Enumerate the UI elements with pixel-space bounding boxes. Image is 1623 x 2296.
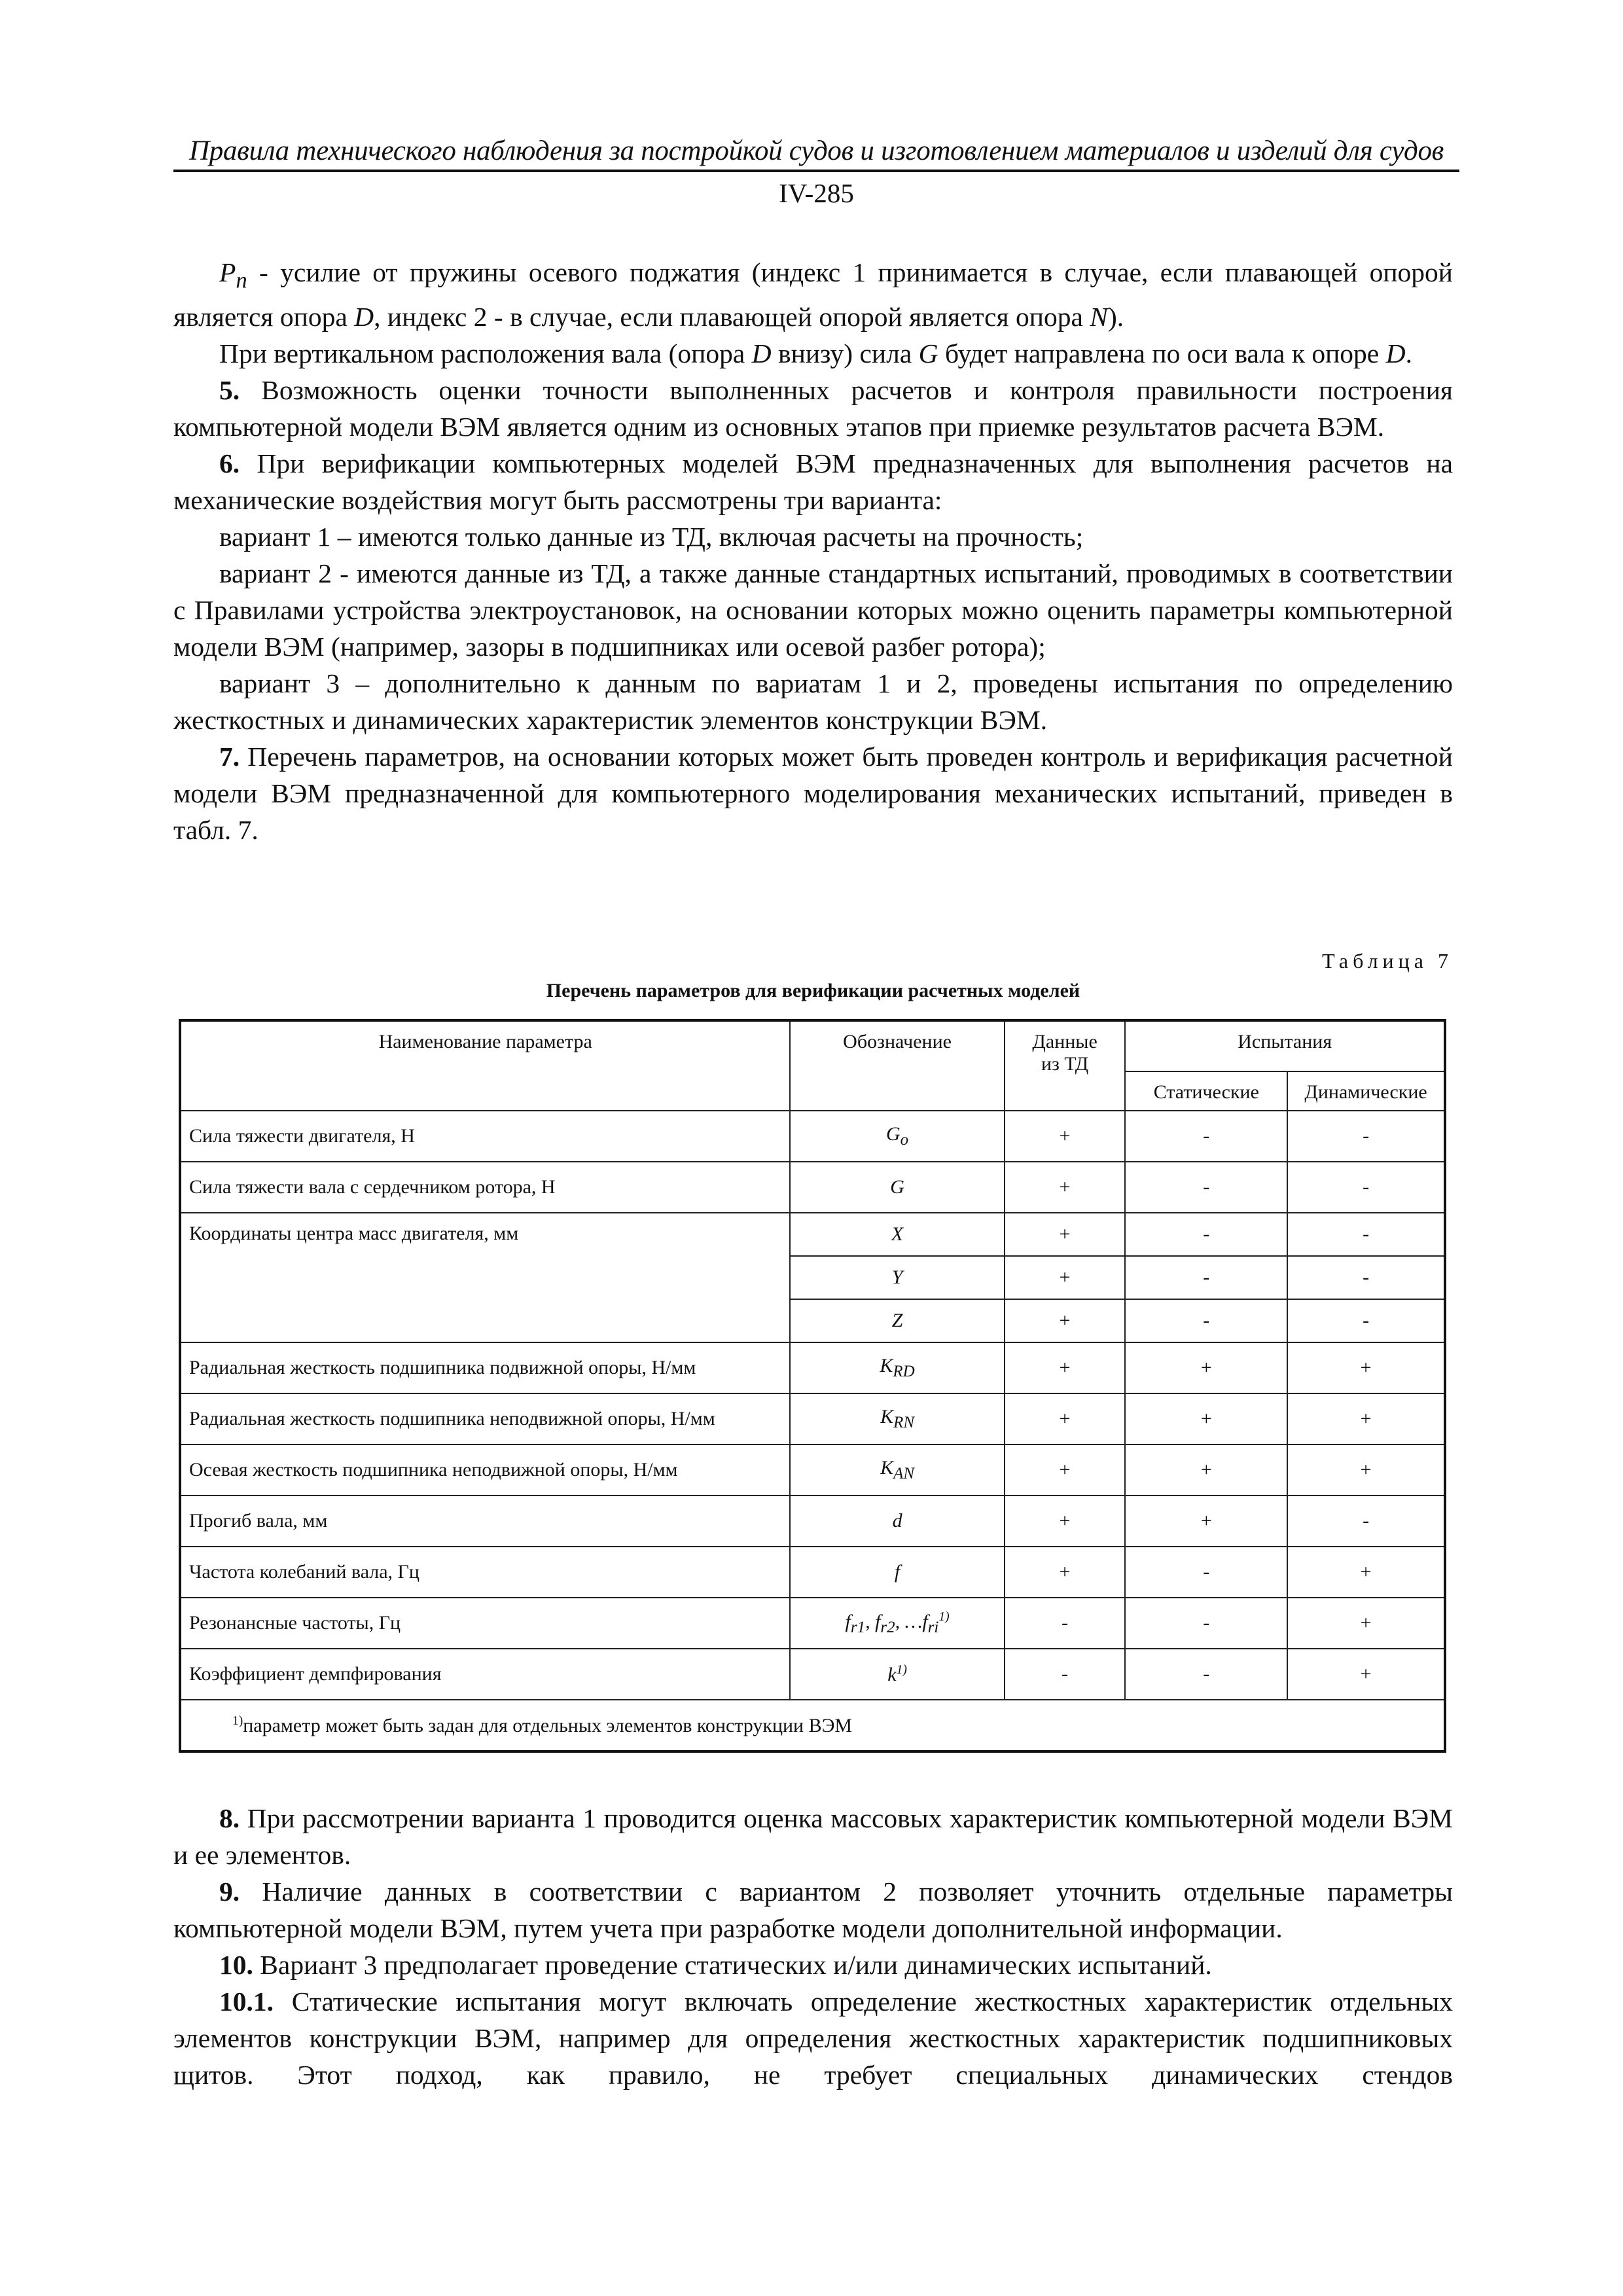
table-label: Таблица 7 [1322,949,1453,973]
table-footnote-row [180,1700,1445,1751]
header-tests: Испытания [1125,1020,1445,1071]
table-row: Y + - - [180,1256,1445,1299]
table-row: Сила тяжести двигателя, Н $G_o$ + - - [180,1111,1445,1162]
variant-3: вариант 3 – дополнительно к данным по вариатам 1 и 2, проведены испытания по определению жесткостных и динамических характеристик элементов конструкции ВЭМ. [173,668,1453,736]
table-row: Координаты центра масс двигателя, мм X + - - [180,1213,1445,1256]
table-row: Прогиб вала, мм d + + - [180,1496,1445,1547]
table-row: Радиальная жесткость подшипника подвижной опоры, Н/мм $K_{RD}$ + + + [180,1342,1445,1393]
table-row: Z + - - [180,1299,1445,1342]
paragraph-5: 5. Возможность оценки точности выполненных расчетов и контроля правильности построения компьютерной модели ВЭМ является одним из основных этапов при приемке результатов расчета ВЭМ. [173,375,1453,442]
table-row: Частота колебаний вала, Гц f + - + [180,1547,1445,1598]
paragraph-10-1: 10.1. Статические испытания могут включать определение жесткостных характеристик отдельных элементов конструкции ВЭМ, например для определения жесткостных характеристик подшипниковых щитов. Этот подход, как правило, не требует специальных динамических стендов [173,1986,1453,2090]
table-row: Коэффициент демпфирования $k^{1)}$ - - + [180,1649,1445,1700]
paragraph-7: 7. Перечень параметров, на основании которых может быть проведен контроль и верификация расчетной модели ВЭМ предназначенной для компьютерного моделирования механических испытаний, приведен в табл. 7. [173,742,1453,846]
table-title: Перечень параметров для верификации расчетных моделей [546,980,1080,1001]
document-title: Правила технического наблюдения за постройкой судов и изготовлением материалов и изделий для судов [188,135,1444,166]
paragraph-8: 8. При рассмотрении варианта 1 проводится оценка массовых характеристик компьютерной модели ВЭМ и ее элементов. [173,1803,1453,1870]
paragraph-10: 10. Вариант 3 предполагает проведение статических и/или динамических испытаний. [219,1950,1212,1980]
page-header [173,135,1459,209]
header-static: Статические [1125,1071,1287,1111]
header-name: Наименование параметра [180,1020,790,1111]
header-rule [173,170,1459,172]
paragraph-vertical: При вертикальном расположения вала (опора D внизу) сила G будет направлена по оси вала к опоре D. [219,338,1412,369]
table-row: Радиальная жесткость подшипника неподвижной опоры, Н/мм $K_{RN}$ + + + [180,1393,1445,1444]
table-row: Сила тяжести вала с сердечником ротора, Н G + - - [180,1162,1445,1213]
variant-2: вариант 2 - имеются данные из ТД, а также данные стандартных испытаний, проводимых в соответствии с Правилами устройства электроустановок, на основании которых можно оценить параметры компьютерной модели ВЭМ (например, зазоры в подшипниках или осевой разбег ротора); [173,558,1453,662]
paragraph-6: 6. При верификации компьютерных моделей ВЭМ предназначенных для выполнения расчетов на механические воздействия могут быть рассмотрены три варианта: [173,448,1453,516]
body-text-lower [173,1800,1453,2093]
body-text [173,254,1453,848]
header-td: Данные из ТД [1005,1020,1126,1111]
paragraph-pn: $P_n$ - усилие от пружины осевого поджатия (индекс 1 принимается в случае, если плавающей опорой является опора D, индекс 2 - в случае, если плавающей опорой является опора N). [173,257,1453,332]
header-dynamic: Динамические [1287,1071,1445,1111]
table-row: Осевая жесткость подшипника неподвижной опоры, Н/мм $K_{AN}$ + + + [180,1444,1445,1496]
paragraph-9: 9. Наличие данных в соответствии с вариантом 2 позволяет уточнить отдельные параметры компьютерной модели ВЭМ, путем учета при разработке модели дополнительной информации. [173,1876,1453,1943]
table-footnote: $^{1)}$параметр может быть задан для отдельных элементов конструкции ВЭМ [180,1700,1445,1751]
header-symbol: Обозначение [790,1020,1004,1111]
table-row: Резонансные частоты, Гц $f_{r1}$, $f_{r2}$, $\dots f_{ri}^{1)}$ - - + [180,1598,1445,1649]
parameters-table [179,1019,1446,1753]
page-number: IV-285 [779,178,854,208]
table-header-row [180,1020,1445,1071]
variant-1: вариант 1 – имеются только данные из ТД, включая расчеты на прочность; [219,522,1084,552]
